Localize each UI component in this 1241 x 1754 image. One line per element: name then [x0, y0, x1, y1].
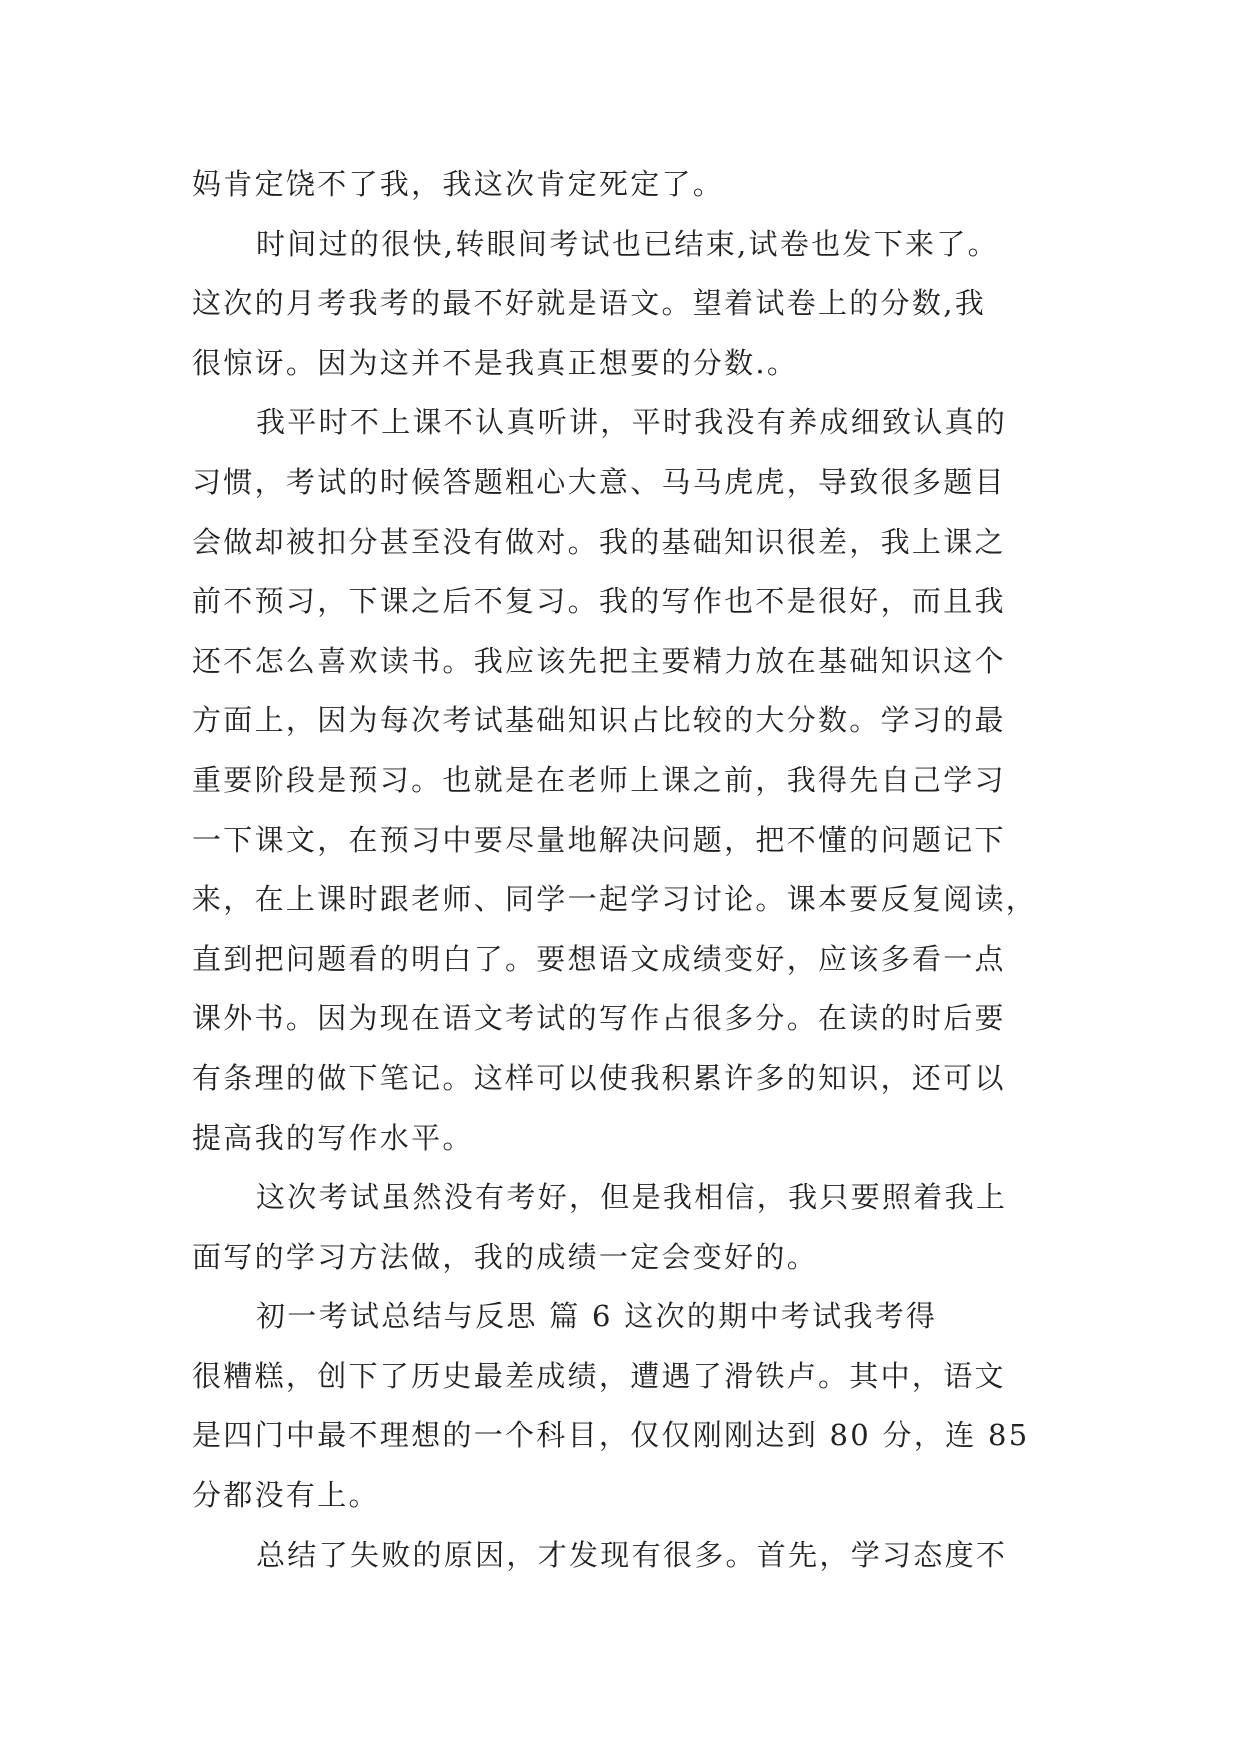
text-line: 课外书。因为现在语文考试的写作占很多分。在读的时后要: [192, 1001, 1006, 1036]
document-body: [192, 155, 1072, 1585]
text-line: 来，在上课时跟老师、同学一起学习讨论。课本要反复阅读，: [192, 882, 1038, 917]
paragraph-start-line: 时间过的很快,转眼间考试也已结束,试卷也发下来了。: [256, 226, 999, 261]
text-line: 一下课文，在预习中要尽量地解决问题，把不懂的问题记下: [192, 822, 1006, 857]
text-line: 这次的月考我考的最不好就是语文。望着试卷上的分数,我: [192, 286, 987, 321]
text-line: 提高我的写作水平。: [192, 1120, 474, 1155]
text-line: 会做却被扣分甚至没有做对。我的基础知识很差，我上课之: [192, 524, 1006, 559]
text-line: 分都没有上。: [192, 1478, 380, 1513]
text-line: 妈肯定饶不了我，我这次肯定死定了。: [192, 167, 725, 201]
text-line: 方面上，因为每次考试基础知识占比较的大分数。学习的最: [192, 703, 1006, 738]
text-line: 很糟糕，创下了历史最差成绩，遭遇了滑铁卢。其中，语文: [192, 1358, 1006, 1393]
section-heading-line: 初一考试总结与反思 篇 6 这次的期中考试我考得: [256, 1299, 938, 1334]
text-line: 前不预习，下课之后不复习。我的写作也不是很好，而且我: [192, 584, 1006, 619]
text-line: 有条理的做下笔记。这样可以使我积累许多的知识，还可以: [192, 1060, 1006, 1095]
text-line: 直到把问题看的明白了。要想语文成绩变好，应该多看一点: [192, 941, 1006, 976]
paragraph-start-line: 我平时不上课不认真听讲，平时我没有养成细致认真的: [256, 405, 1008, 440]
text-line: 重要阶段是预习。也就是在老师上课之前，我得先自己学习: [192, 762, 1006, 797]
text-line: 很惊讶。因为这并不是我真正想要的分数.。: [192, 345, 799, 380]
text-line: 还不怎么喜欢读书。我应该先把主要精力放在基础知识这个: [192, 643, 1006, 678]
paragraph-start-line: 这次考试虽然没有考好，但是我相信，我只要照着我上: [256, 1180, 1008, 1215]
text-line: 习惯，考试的时候答题粗心大意、马马虎虎，导致很多题目: [192, 464, 1006, 499]
paragraph-start-line: 总结了失败的原因，才发现有很多。首先，学习态度不: [256, 1537, 1008, 1572]
text-line: 面写的学习方法做，我的成绩一定会变好的。: [192, 1239, 819, 1274]
text-line: 是四门中最不理想的一个科目，仅仅刚刚达到 80 分，连 85: [192, 1418, 1030, 1453]
